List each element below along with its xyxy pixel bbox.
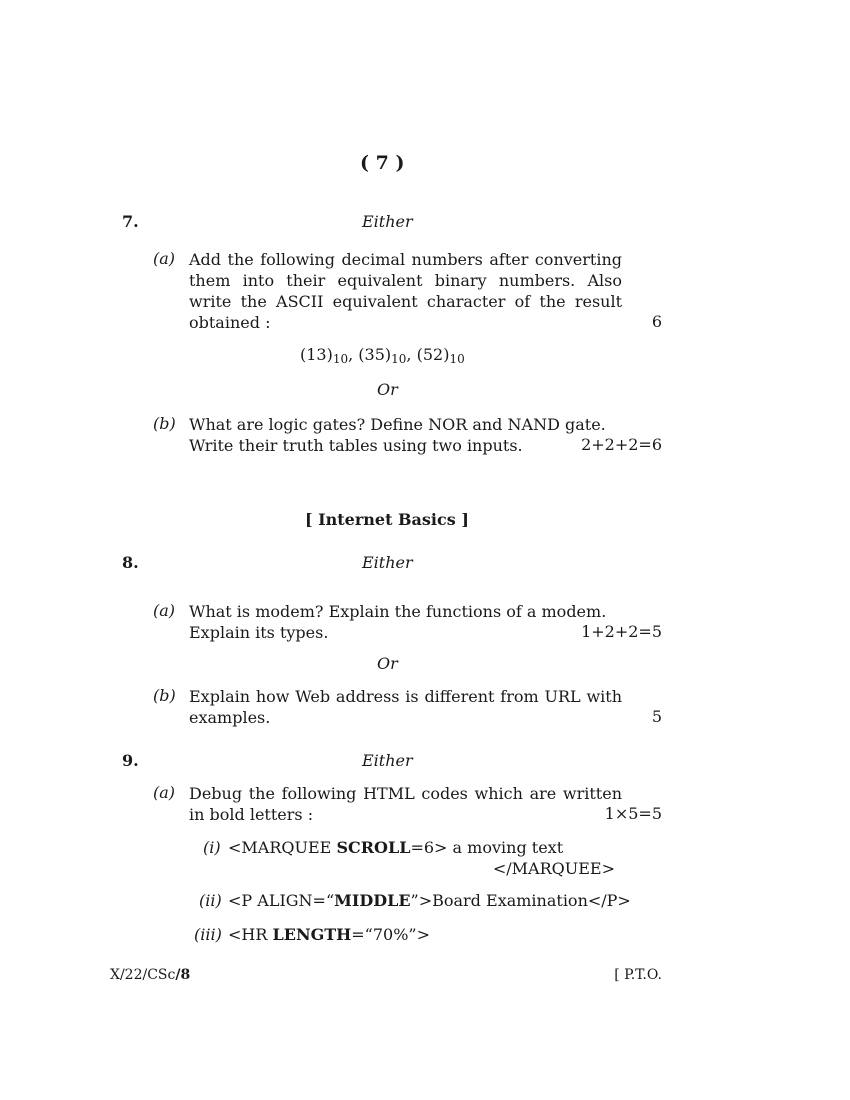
q9-a-label: (a) xyxy=(153,783,176,802)
code-error-bold: LENGTH xyxy=(272,925,352,944)
q7-a-line: Add the following decimal numbers after converting xyxy=(189,250,622,269)
q9-a-line: in bold letters : xyxy=(189,805,314,824)
q9-a-line: Debug the following HTML codes which are written xyxy=(189,784,622,803)
q9-a-marks: 1×5=5 xyxy=(604,804,662,823)
q8-a-marks: 1+2+2=5 xyxy=(581,622,662,641)
q9-item-label: (iii) xyxy=(194,925,222,944)
number-value: (35) xyxy=(358,345,392,364)
q7-b-label: (b) xyxy=(153,414,176,433)
footer-pto: [ P.T.O. xyxy=(614,967,662,983)
section-heading: [ Internet Basics ] xyxy=(305,510,469,529)
footer-paper-code xyxy=(110,967,190,983)
q7-a-text xyxy=(189,249,622,333)
q8-b-text xyxy=(189,686,622,728)
page-number: ( 7 ) xyxy=(360,152,405,174)
code-text: <P ALIGN=“ xyxy=(228,891,335,910)
code-text: <HR xyxy=(228,925,273,944)
q9-a-text xyxy=(189,783,622,825)
q7-b-line: Write their truth tables using two inputs. xyxy=(189,436,523,455)
q7-a-marks: 6 xyxy=(651,312,662,331)
question-number-9: 9. xyxy=(122,751,139,770)
q8-b-line: Explain how Web address is different from URL with xyxy=(189,687,622,706)
q7-a-numbers xyxy=(300,345,465,366)
number-separator: , xyxy=(406,345,417,364)
q9-item-code xyxy=(228,925,430,944)
question-number-8: 8. xyxy=(122,553,139,572)
q8-b-marks: 5 xyxy=(651,707,662,726)
q9-item-label: (i) xyxy=(203,838,221,857)
code-text: =6> a moving text xyxy=(410,838,564,857)
question-number-7: 7. xyxy=(122,212,139,231)
code-text: ”>Board Examination</P> xyxy=(410,891,631,910)
paper-code-suffix: /8 xyxy=(175,967,191,983)
q9-item-code xyxy=(228,891,631,910)
code-text: <MARQUEE xyxy=(228,838,337,857)
q8-a-text xyxy=(189,601,622,643)
q7-a-label: (a) xyxy=(153,249,176,268)
q7-either: Either xyxy=(362,212,413,231)
number-base: 10 xyxy=(332,352,349,366)
paper-code-prefix: X/22/CSc xyxy=(110,967,176,983)
number-value: (13) xyxy=(300,345,333,364)
code-error-bold: MIDDLE xyxy=(334,891,411,910)
code-text: =“70%”> xyxy=(351,925,430,944)
q8-b-label: (b) xyxy=(153,686,176,705)
q8-or: Or xyxy=(377,654,398,673)
q8-b-line: examples. xyxy=(189,708,271,727)
q9-either: Either xyxy=(362,751,413,770)
number-separator: , xyxy=(348,345,359,364)
q8-a-line: What is modem? Explain the functions of a modem. xyxy=(189,602,607,621)
q7-b-marks: 2+2+2=6 xyxy=(581,435,662,454)
q8-a-line: Explain its types. xyxy=(189,623,329,642)
q7-a-line: obtained : xyxy=(189,313,271,332)
q8-either: Either xyxy=(362,553,413,572)
number-base: 10 xyxy=(449,352,465,366)
q9-item-code xyxy=(228,838,563,857)
q7-a-line: write the ASCII equivalent character of the result xyxy=(189,292,622,311)
number-value: (52) xyxy=(416,345,450,364)
q8-a-label: (a) xyxy=(153,601,176,620)
q7-or: Or xyxy=(377,380,398,399)
q7-b-text xyxy=(189,414,622,456)
number-base: 10 xyxy=(391,352,407,366)
q9-item-code-continuation: </MARQUEE> xyxy=(492,859,615,878)
q7-b-line: What are logic gates? Define NOR and NAND gate. xyxy=(189,415,606,434)
q7-a-line: them into their equivalent binary numbers. Also xyxy=(189,271,622,290)
code-error-bold: SCROLL xyxy=(336,838,411,857)
q9-item-label: (ii) xyxy=(199,891,222,910)
